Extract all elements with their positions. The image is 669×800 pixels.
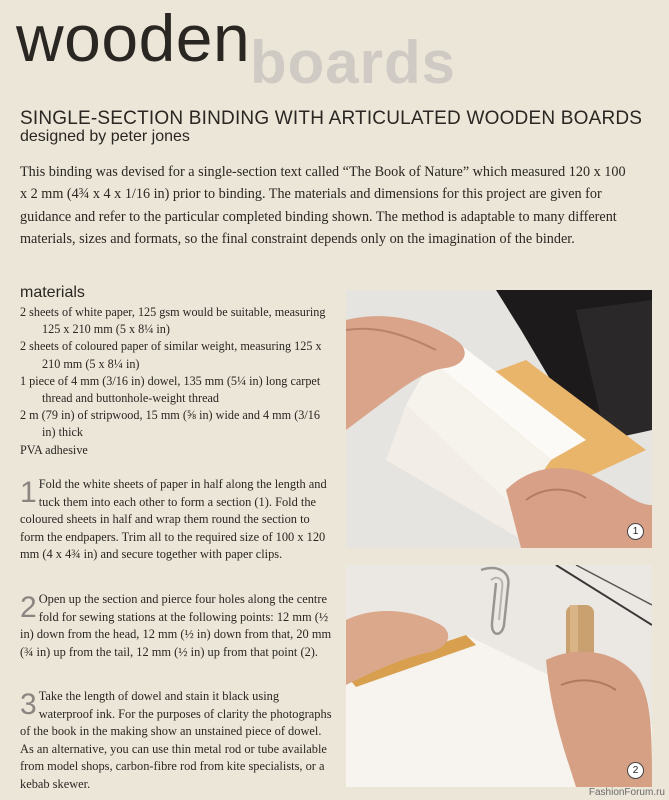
step-text: Take the length of dowel and stain it black using waterproof ink. For the purposes of clarity the photographs of the book in the making show an unstained piece of dowel. As an alternative, you can use thin metal rod or tube available from model shops, carbon-fibre rod from kite specialists, or a kebab skewer. [20,689,332,791]
step-text: Open up the section and pierce four holes along the centre fold for sewing stations at the following points: 12 mm (½ in) down from the head, 12 mm (½ in) down from that, 20 mm (¾ in) up from the tail, 12 mm (½ in) up from that point (2). [20,592,332,659]
project-title: SINGLE-SECTION BINDING WITH ARTICULATED WOODEN BOARDS [20,108,643,129]
section-title-ghost: boards [250,29,457,96]
step-3 [20,688,335,794]
materials-heading: materials [20,284,85,301]
step-text: Fold the white sheets of paper in half along the length and tuck them into each other to form a section (1). Fold the coloured sheets in half and wrap them round the section to form the endpapers. Trim all to the required size of 100 x 120 mm (4 x 4¾ in) and secure together with paper clips. [20,477,327,562]
step-1 [20,476,335,564]
section-title: wooden [16,1,251,75]
materials-list [20,304,335,459]
photo-folding-paper [346,290,652,548]
designer-credit: designed by peter jones [20,128,190,145]
materials-item: 1 piece of 4 mm (3/16 in) dowel, 135 mm (5¼ in) long carpet thread and buttonhole-weight thread [20,373,321,406]
intro-paragraph: This binding was devised for a single-section text called “The Book of Nature” which measured 120 x 100 x 2 mm (4¾ x 4 x 1/16 in) prior to binding. The materials and dimensions for this project are given for guidance and refer to the particular completed binding shown. The method is adaptable to many different materials, sizes and formats, so the final constraint depends only on the imagination of the binder. [20,164,626,248]
photo-piercing-holes-illustration [346,565,652,787]
step-number: 2 [20,591,37,624]
watermark: FashionForum.ru [588,787,665,798]
materials-item: 2 sheets of white paper, 125 gsm would be suitable, measuring 125 x 210 mm (5 x 8¼ in) [20,305,326,337]
photo-number-badge: 1 [627,523,644,540]
materials-item: 2 sheets of coloured paper of similar weight, measuring 125 x 210 mm (5 x 8¼ in) [20,339,322,371]
materials-item: PVA adhesive [20,442,88,457]
photo-piercing-holes [346,565,652,787]
materials-item: 2 m (79 in) of stripwood, 15 mm (⅝ in) wide and 4 mm (3/16 in) thick [20,408,320,440]
step-number: 3 [20,688,37,721]
step-number: 1 [20,476,37,509]
photo-number-badge: 2 [627,762,644,779]
photo-folding-paper-illustration [346,290,652,548]
step-2 [20,591,335,661]
